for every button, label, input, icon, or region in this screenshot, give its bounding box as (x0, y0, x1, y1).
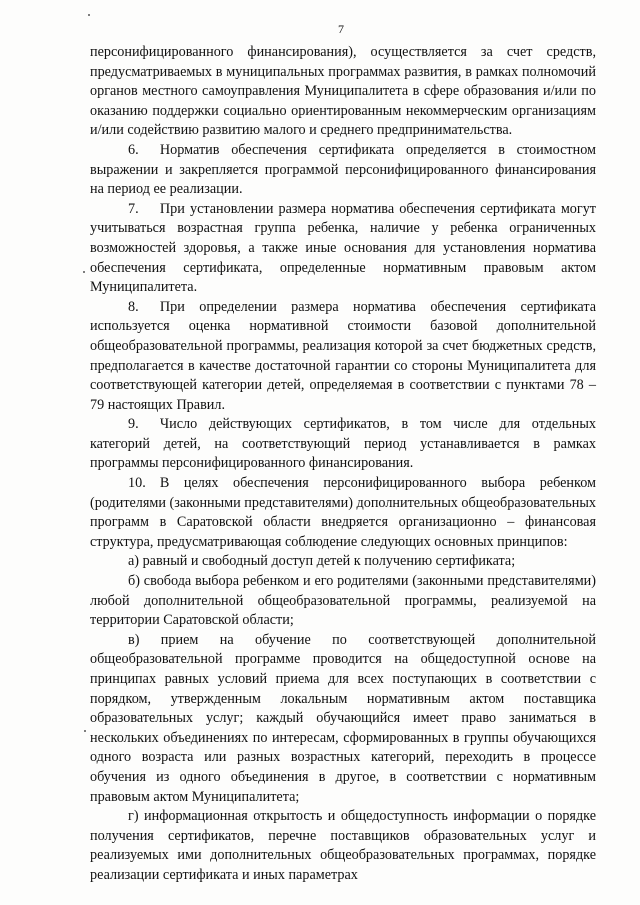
paragraph-item-7: 7. При установлении размера норматива обеспечения сертификата могут учитываться возрастная группа ребенка, наличие у ребенка ограниченных возможностей здоровья, а также иные основания для установления норматива обеспечения сертификата, определенные нормативным правовым актом Муниципалитета. (90, 200, 596, 296)
paragraph-continuation: персонифицированного финансирования), осуществляется за счет средств, предусматриваемых в муниципальных программах развития, в рамках полномочий органов местного самоуправления Муниципалитета в сфере образования и/или по оказанию поддержки социально ориентированным некоммерческим организациям и/или содействию развитию малого и среднего предпринимательства. (90, 44, 596, 139)
scan-speck (83, 271, 85, 273)
paragraph-item-6: 6. Норматив обеспечения сертификата определяется в стоимостном выражении и закрепляется программой персонифицированного финансирования на период ее реализации. (90, 141, 596, 198)
principle-b: б) свобода выбора ребенком и его родителями (законными представителями) любой дополнительной общеобразовательной программы, реализуемой на территории Саратовской области; (90, 573, 596, 629)
paragraph-item-10: 10. В целях обеспечения персонифицированного выбора ребенком (родителями (законными представителями) дополнительных общеобразовательных программ в Саратовской области внедряется организационно – финансовая структура, предусматривающая соблюдение следующих основных принципов: (90, 475, 596, 550)
page-number: 7 (338, 22, 344, 36)
paragraph-item-8: 8. При определении размера норматива обеспечения сертификата используется оценка нормативной стоимости базовой дополнительной общеобразовательной программы, реализация которой за счет бюджетных средств, предполагается в качестве достаточной гарантии со стороны Муниципалитета для соответствующей категории детей, определяемая в соответствии с пунктами 78 – 79 настоящих Правил. (90, 298, 596, 413)
principle-v: в) прием на обучение по соответствующей дополнительной общеобразовательной программе проводится на общедоступной основе на принципах равных условий приема для всех поступающих в соответствии с порядком, утвержденным локальным нормативным актом поставщика образовательных услуг; каждый обучающийся имеет право заниматься в нескольких объединениях по интересам, сформированных в группы обучающихся одного возраста или разных возрастных категорий, переходить в процессе обучения из одного объединения в другое, в соответствии с нормативным правовым актом Муниципалитета; (90, 631, 596, 805)
principle-g: г) информационная открытость и общедоступность информации о порядке получения сертификатов, перечне поставщиков образовательных услуг и реализуемых ими дополнительных общеобразовательных программах, порядке реализации сертификата и иных параметрах (90, 808, 596, 883)
scan-speck (88, 14, 90, 16)
scan-speck (84, 730, 86, 732)
paragraph-item-9: 9. Число действующих сертификатов, в том числе для отдельных категорий детей, на соответствующий период устанавливается в рамках программы персонифицированного финансирования. (90, 416, 596, 472)
document-body (90, 43, 596, 886)
principle-a: а) равный и свободный доступ детей к получению сертификата; (128, 553, 516, 570)
